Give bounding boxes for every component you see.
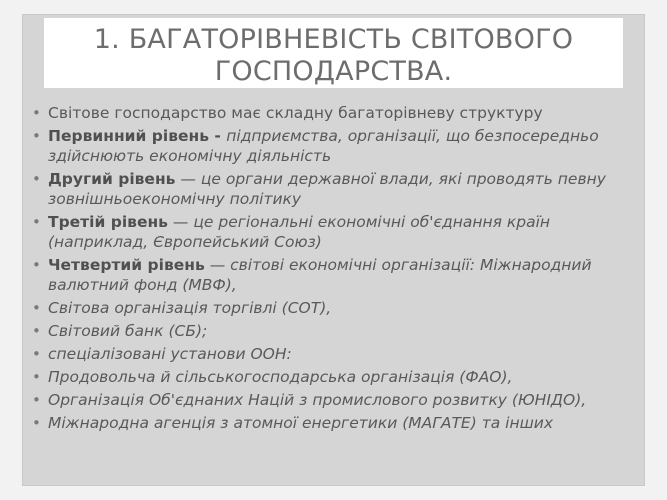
slide-title-line-1: 1. БАГАТОРІВНЕВІСТЬ СВІТОВОГО (93, 24, 574, 55)
slide-title-line-2: ГОСПОДАРСТВА. (214, 56, 453, 87)
bullet-list (28, 103, 638, 436)
bullet-description: спеціалізовані установи ООН: (48, 345, 292, 363)
bullet-icon: • (32, 213, 41, 231)
bullet-icon: • (32, 368, 41, 386)
bullet-text: Світове господарство має складну багаторівневу структуру (48, 104, 543, 122)
bullet-icon: • (32, 256, 41, 274)
bullet-item (28, 390, 638, 410)
bullet-icon: • (32, 170, 41, 188)
bullet-description: Організація Об'єднаних Націй з промислового розвитку (ЮНІДО), (48, 391, 587, 409)
bullet-description: підприємства, організації, що безпосередньо здійснюють економічну діяльність (48, 127, 599, 165)
bullet-item (28, 212, 638, 252)
bullet-description: Міжнародна агенція з атомної енергетики (МАГАТЕ) та інших (48, 414, 554, 432)
bullet-description: Світовий банк (СБ); (48, 322, 208, 340)
bullet-icon: • (32, 104, 41, 122)
bullet-description: Світова організація торгівлі (СОТ), (48, 299, 332, 317)
bullet-item (28, 103, 638, 123)
bullet-item (28, 298, 638, 318)
bullet-item (28, 255, 638, 295)
bullet-item (28, 344, 638, 364)
bullet-item (28, 126, 638, 166)
bullet-description: — це регіональні економічні об'єднання країн (наприклад, Європейський Союз) (48, 213, 551, 251)
bullet-description: Продовольча й сільськогосподарська організація (ФАО), (48, 368, 513, 386)
bullet-icon: • (32, 414, 41, 432)
bullet-item (28, 413, 638, 433)
bullet-item (28, 169, 638, 209)
bullet-item (28, 321, 638, 341)
bullet-term: Четвертий рівень (48, 256, 205, 274)
bullet-item (28, 367, 638, 387)
bullet-icon: • (32, 127, 41, 145)
slide-title (44, 24, 623, 88)
bullet-term: Другий рівень (48, 170, 176, 188)
bullet-icon: • (32, 322, 41, 340)
bullet-description: — світові економічні організації: Міжнародний валютний фонд (МВФ), (48, 256, 592, 294)
bullet-icon: • (32, 345, 41, 363)
bullet-term: Первинний рівень - (48, 127, 227, 145)
bullet-icon: • (32, 299, 41, 317)
bullet-description: — це органи державної влади, які проводять певну зовнішньоекономічну політику (48, 170, 606, 208)
bullet-term: Третій рівень (48, 213, 168, 231)
bullet-icon: • (32, 391, 41, 409)
